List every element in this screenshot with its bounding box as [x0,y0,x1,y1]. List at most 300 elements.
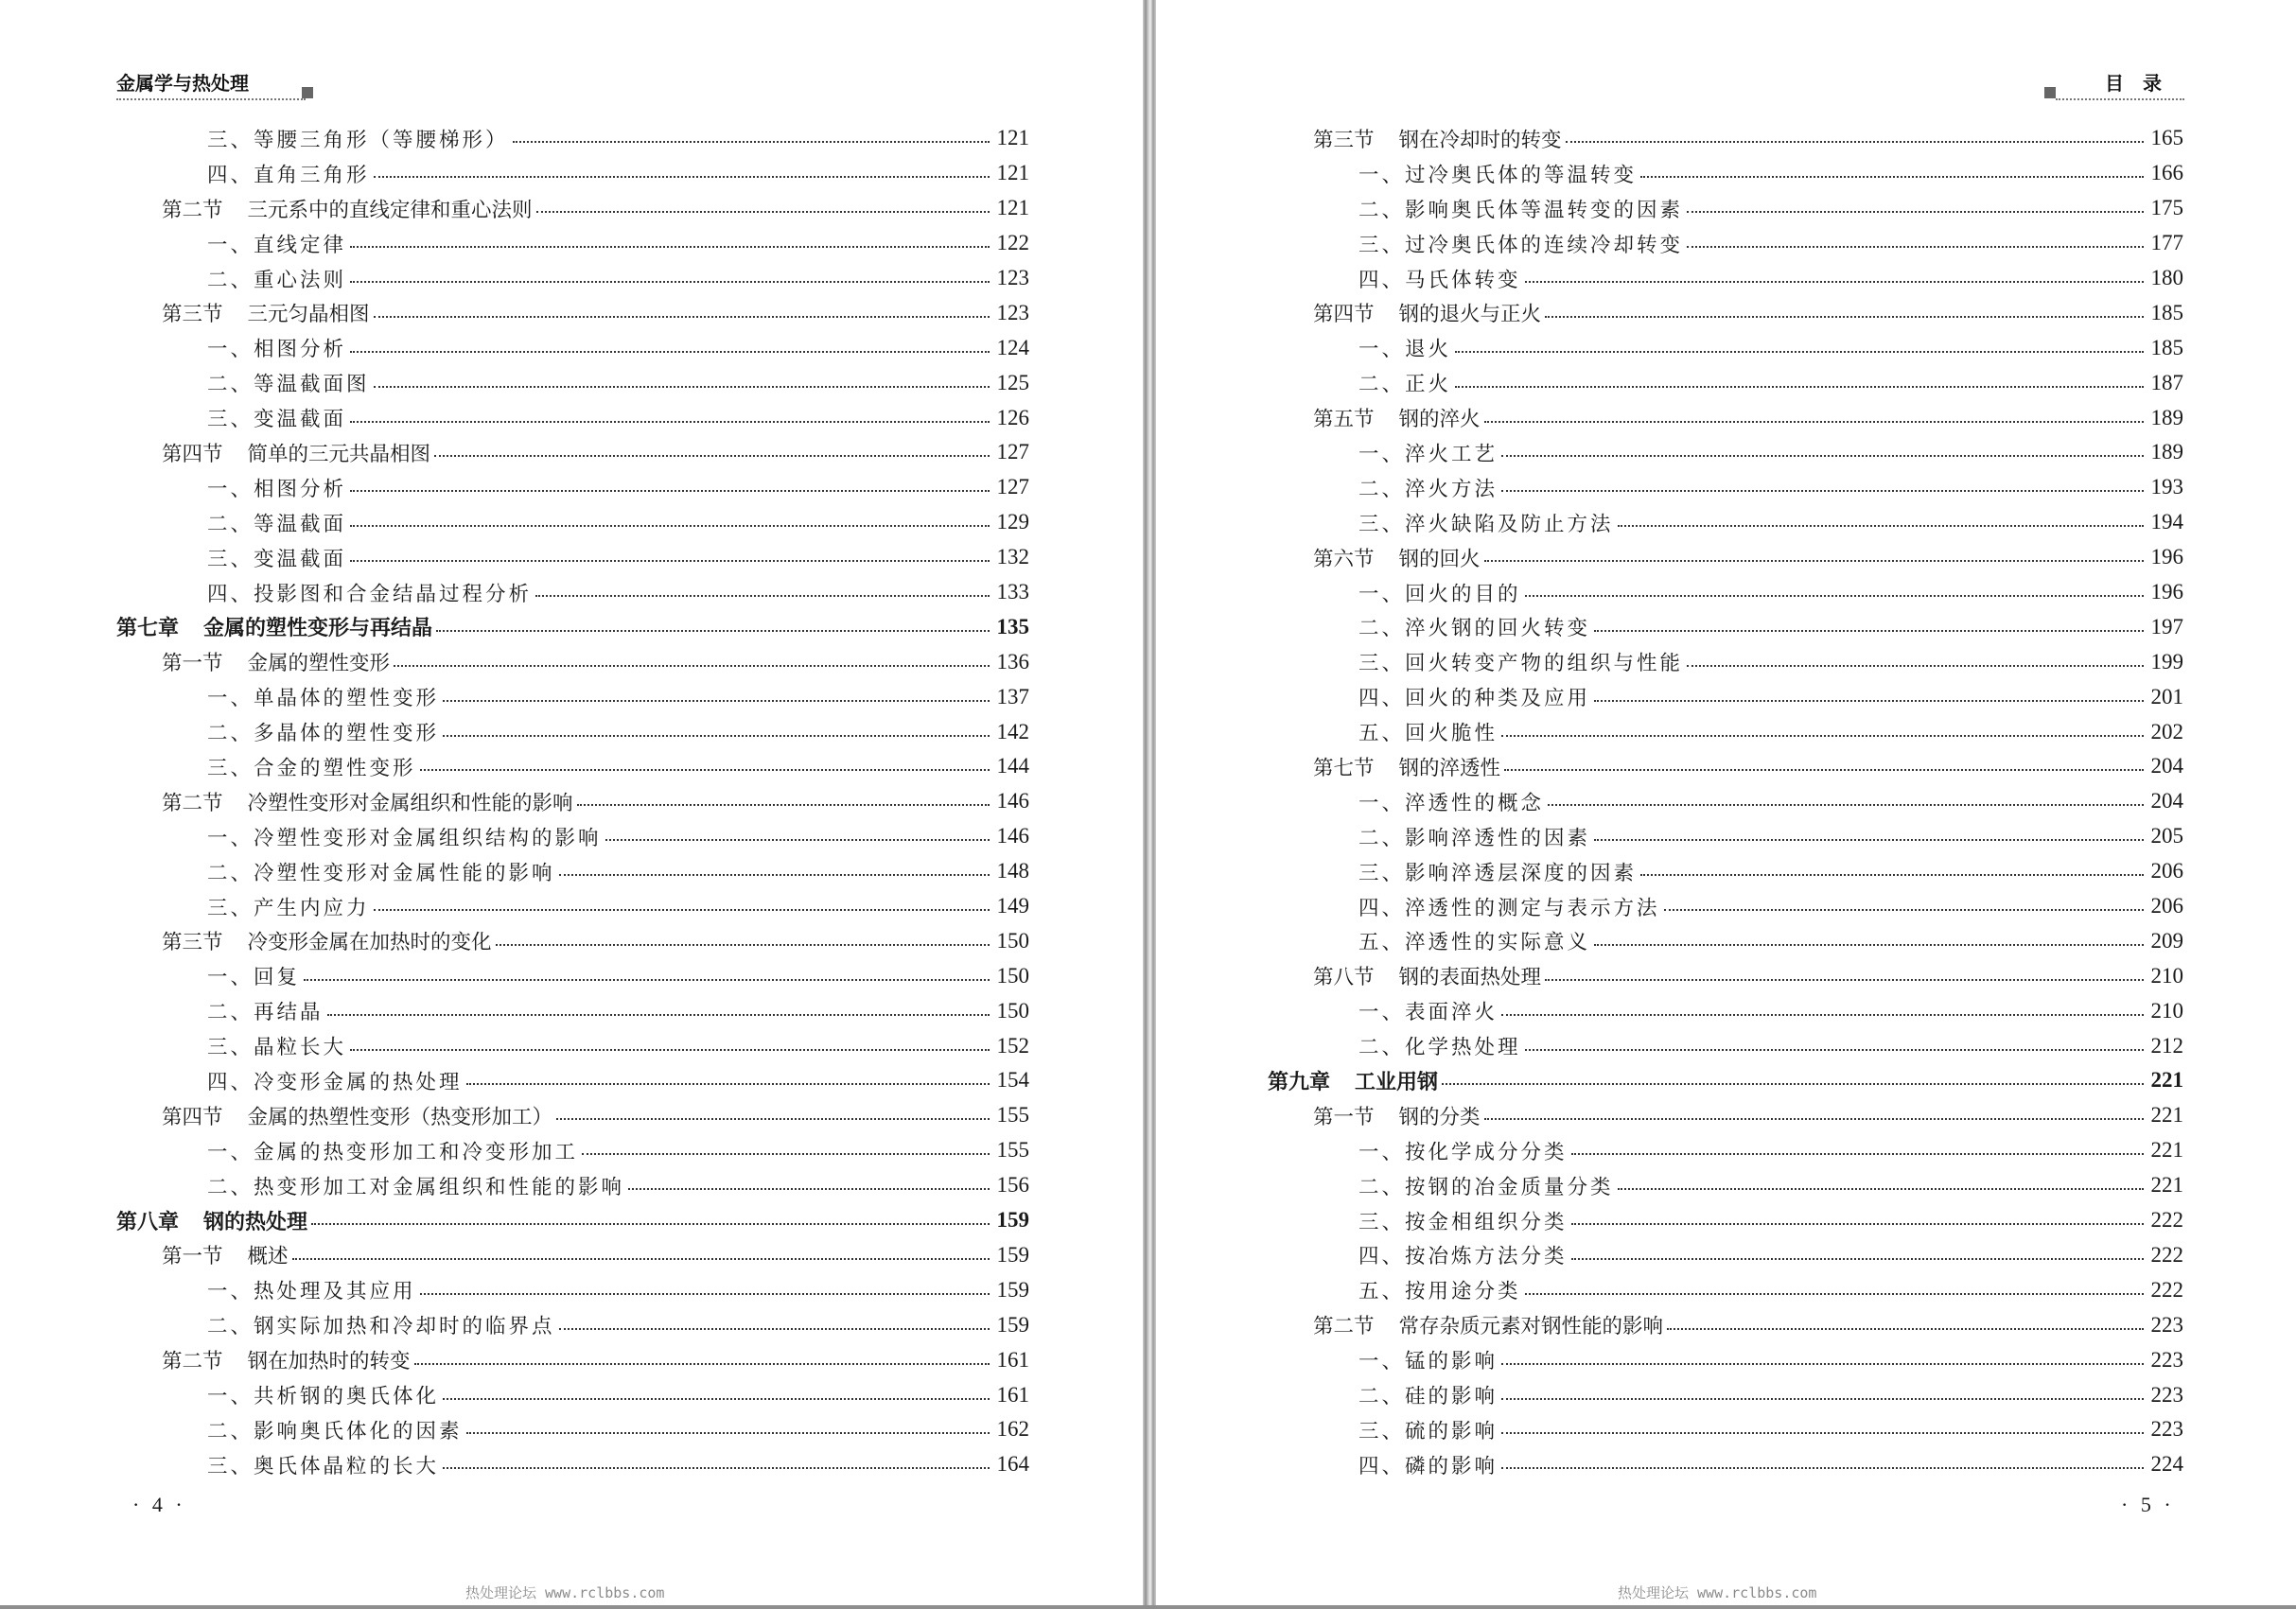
dot-leader [1640,874,2143,876]
dot-leader [1618,1188,2144,1190]
toc-chapter-entry [1268,1063,2183,1098]
entry-title: 钢在冷却时的转变 [1398,128,1562,152]
toc-subsection-entry [116,1028,1029,1063]
entry-title: 按用途分类 [1405,1280,1521,1304]
toc-subsection-entry [116,1307,1029,1342]
entry-title: 淬透性的测定与表示方法 [1405,896,1660,920]
toc-section-entry [116,1098,1029,1133]
dot-leader [1484,560,2144,562]
entry-page-number: 212 [2150,1033,2183,1058]
entry-title: 冷变形金属在加热时的变化 [247,931,492,955]
entry-page-number: 196 [2150,580,2183,604]
entry-title: 回火的种类及应用 [1405,687,1591,711]
toc-subsection-entry [1268,435,2183,470]
entry-page-number: 146 [996,824,1029,848]
dot-leader [559,1328,990,1330]
dot-leader [1484,421,2144,423]
entry-page-number: 205 [2150,824,2183,848]
toc-subsection-entry [116,470,1029,505]
dot-leader [311,1223,989,1225]
entry-page-number: 224 [2150,1452,2183,1477]
entry-page-number: 159 [996,1208,1029,1233]
entry-label: 二、 [207,373,254,397]
dot-leader [535,595,989,597]
dot-leader [605,839,990,841]
toc-section-entry [1268,400,2183,435]
dot-leader [443,1398,989,1400]
entry-page-number: 150 [996,928,1029,953]
entry-page-number: 204 [2150,789,2183,813]
entry-page-number: 155 [996,1138,1029,1163]
entry-page-number: 189 [2150,440,2183,464]
entry-label: 第九章 [1268,1070,1331,1094]
entry-title: 影响淬透性的因素 [1405,826,1591,850]
toc-section-entry [1268,1098,2183,1133]
entry-label: 三、 [1358,1210,1406,1234]
entry-page-number: 221 [2150,1138,2183,1163]
toc-subsection-entry [1268,191,2183,226]
entry-label: 三、 [1358,233,1406,257]
entry-label: 三、 [207,128,254,152]
entry-page-number: 123 [996,300,1029,324]
dot-leader [414,1363,990,1365]
entry-title: 金属的塑性变形 [247,652,391,676]
entry-title: 钢的分类 [1398,1105,1481,1129]
dot-leader [434,455,989,457]
entry-label: 三、 [1358,652,1406,676]
entry-label: 第三节 [162,931,223,955]
entry-label: 二、 [1358,617,1406,641]
entry-page-number: 135 [996,614,1029,638]
toc-section-entry [116,1238,1029,1273]
watermark-text: 热处理论坛 www.rclbbs.com [465,1584,665,1601]
entry-page-number: 221 [2150,1173,2183,1198]
dot-leader [1548,804,2143,806]
entry-title: 钢在加热时的转变 [247,1350,411,1374]
entry-page-number: 144 [996,754,1029,778]
entry-label: 四、 [207,163,254,187]
entry-page-number: 152 [996,1033,1029,1058]
entry-page-number: 136 [996,649,1029,673]
entry-label: 一、 [207,687,254,711]
toc-subsection-entry [116,365,1029,400]
entry-page-number: 164 [996,1452,1029,1477]
dot-leader [1545,979,2143,981]
entry-label: 四、 [1358,1454,1406,1478]
entry-page-number: 137 [996,684,1029,708]
entry-title: 等温截面图 [254,373,370,397]
dot-leader [513,141,990,143]
entry-page-number: 154 [996,1068,1029,1093]
entry-title: 影响奥氏体等温转变的因素 [1405,198,1684,222]
entry-label: 第四节 [162,442,223,466]
entry-title: 三元匀晶相图 [247,303,370,327]
dot-leader [374,909,990,911]
entry-title: 钢的退火与正火 [1398,303,1542,327]
entry-page-number: 155 [996,1103,1029,1128]
toc-subsection-entry [1268,1028,2183,1063]
toc-section-entry [1268,121,2183,156]
entry-label: 二、 [1358,373,1406,397]
entry-title: 磷的影响 [1405,1454,1499,1478]
toc-subsection-entry [1268,819,2183,854]
entry-title: 过冷奥氏体的连续冷却转变 [1405,233,1684,257]
entry-label: 第一节 [162,1245,223,1269]
table-of-contents [1268,121,2183,1482]
entry-title: 钢实际加热和冷却时的临界点 [254,1315,555,1339]
dot-leader [1501,490,2143,492]
dot-leader [350,490,989,492]
entry-title: 晶粒长大 [254,1036,347,1060]
toc-chapter-entry [116,609,1029,644]
dot-leader [1455,386,2143,388]
entry-page-number: 161 [996,1382,1029,1407]
entry-page-number: 127 [996,475,1029,499]
entry-label: 第八章 [116,1210,180,1234]
entry-page-number: 202 [2150,719,2183,743]
toc-subsection-entry [1268,609,2183,644]
entry-title: 再结晶 [254,1001,324,1025]
entry-label: 三、 [207,547,254,571]
entry-title: 正火 [1405,373,1452,397]
left-page [0,0,1147,1609]
dot-leader [1687,211,2143,213]
entry-title: 钢的淬透性 [1398,756,1501,780]
entry-label: 四、 [207,1070,254,1094]
toc-subsection-entry [116,1377,1029,1412]
entry-title: 淬透性的实际意义 [1405,931,1591,955]
entry-label: 一、 [1358,163,1406,187]
toc-subsection-entry [1268,156,2183,191]
dot-leader [1501,1467,2143,1469]
dot-leader [1525,281,2144,283]
entry-title: 冷变形金属的热处理 [254,1070,463,1094]
entry-page-number: 196 [2150,545,2183,569]
toc-subsection-entry [116,889,1029,924]
entry-title: 相图分析 [254,338,347,362]
toc-subsection-entry [1268,365,2183,400]
toc-subsection-entry [116,854,1029,889]
dot-leader [1504,769,2143,771]
table-of-contents [116,121,1029,1482]
toc-subsection-entry [116,1447,1029,1482]
entry-label: 一、 [1358,791,1406,815]
entry-title: 冷塑性变形对金属组织和性能的影响 [247,791,573,815]
entry-title: 影响淬透层深度的因素 [1405,861,1638,885]
toc-subsection-entry [1268,226,2183,261]
entry-title: 钢的热处理 [203,1210,308,1234]
entry-label: 第五节 [1313,408,1375,432]
toc-subsection-entry [1268,1272,2183,1307]
entry-page-number: 199 [2150,649,2183,673]
entry-title: 回火转变产物的组织与性能 [1405,652,1684,676]
entry-label: 第一节 [1313,1105,1375,1129]
entry-title: 共析钢的奥氏体化 [254,1385,440,1408]
entry-page-number: 197 [2150,614,2183,638]
dot-leader [350,1049,989,1051]
entry-label: 二、 [1358,1175,1406,1199]
entry-page-number: 122 [996,231,1029,255]
dot-leader [1667,1328,2143,1330]
entry-title: 退火 [1405,338,1452,362]
dot-leader [374,386,990,388]
entry-title: 淬火钢的回火转变 [1405,617,1591,641]
toc-subsection-entry [1268,714,2183,749]
entry-label: 三、 [207,756,254,780]
toc-section-entry [1268,540,2183,575]
toc-subsection-entry [1268,575,2183,610]
entry-page-number: 222 [2150,1242,2183,1267]
entry-title: 热变形加工对金属组织和性能的影响 [254,1175,625,1199]
entry-page-number: 189 [2150,405,2183,429]
dot-leader [1566,141,2144,143]
entry-label: 二、 [207,1315,254,1339]
entry-title: 金属的热塑性变形（热变形加工） [247,1105,553,1129]
entry-label: 第六节 [1313,547,1375,571]
entry-label: 一、 [1358,1350,1406,1374]
right-page [1156,0,2296,1609]
toc-subsection-entry [1268,1342,2183,1377]
entry-page-number: 221 [2150,1103,2183,1128]
dot-leader [374,176,990,178]
entry-title: 钢的回火 [1398,547,1481,571]
book-spine [1143,0,1156,1609]
entry-title: 回火的目的 [1405,582,1521,606]
entry-page-number: 150 [996,963,1029,988]
toc-subsection-entry [116,121,1029,156]
entry-label: 第二节 [162,1350,223,1374]
dot-leader [350,281,989,283]
entry-page-number: 121 [996,196,1029,220]
entry-label: 二、 [207,1001,254,1025]
entry-title: 单晶体的塑性变形 [254,687,440,711]
entry-page-number: 187 [2150,370,2183,394]
entry-page-number: 166 [2150,161,2183,185]
entry-page-number: 223 [2150,1417,2183,1442]
entry-title: 合金的塑性变形 [254,756,416,780]
entry-title: 化学热处理 [1405,1036,1521,1060]
dot-leader [436,630,989,632]
toc-section-entry [1268,295,2183,330]
entry-label: 四、 [1358,1245,1406,1269]
entry-label: 二、 [207,861,254,885]
toc-subsection-entry [116,1272,1029,1307]
entry-label: 三、 [1358,1419,1406,1443]
entry-label: 五、 [1358,1280,1406,1304]
entry-label: 一、 [207,966,254,990]
entry-title: 变温截面 [254,408,347,432]
entry-page-number: 222 [2150,1277,2183,1302]
entry-label: 第一节 [162,652,223,676]
toc-subsection-entry [116,400,1029,435]
entry-label: 一、 [207,826,254,850]
entry-page-number: 180 [2150,266,2183,289]
entry-label: 二、 [207,1419,254,1443]
entry-page-number: 204 [2150,754,2183,778]
entry-page-number: 159 [996,1312,1029,1337]
entry-page-number: 156 [996,1173,1029,1198]
dot-leader [1501,735,2143,737]
toc-subsection-entry [116,679,1029,714]
dot-leader [443,700,989,702]
entry-page-number: 132 [996,545,1029,569]
dot-leader [1571,1258,2144,1260]
entry-label: 第三节 [1313,128,1375,152]
toc-section-entry [116,784,1029,819]
dot-leader [350,246,989,248]
toc-subsection-entry [1268,889,2183,924]
entry-title: 金属的热变形加工和冷变形加工 [254,1140,579,1164]
entry-page-number: 201 [2150,684,2183,708]
entry-page-number: 185 [2150,300,2183,324]
toc-subsection-entry [116,993,1029,1028]
dot-leader [496,944,990,946]
entry-label: 三、 [1358,512,1406,536]
dot-leader [1455,351,2143,353]
entry-title: 影响奥氏体化的因素 [254,1419,463,1443]
entry-title: 投影图和合金结晶过程分析 [254,582,533,606]
dot-leader [628,1188,989,1190]
dot-leader [350,560,989,562]
entry-title: 奥氏体晶粒的长大 [254,1454,440,1478]
dot-leader [350,351,989,353]
entry-label: 一、 [207,1280,254,1304]
dot-leader [443,735,989,737]
dot-leader [420,1293,990,1295]
entry-page-number: 146 [996,789,1029,813]
entry-title: 工业用钢 [1355,1070,1439,1094]
entry-label: 第二节 [1313,1315,1375,1339]
toc-section-entry [1268,1307,2183,1342]
toc-subsection-entry [1268,330,2183,365]
entry-title: 钢的淬火 [1398,408,1481,432]
entry-label: 第三节 [162,303,223,327]
header-rule [2056,98,2184,100]
toc-subsection-entry [116,226,1029,261]
entry-page-number: 222 [2150,1208,2183,1233]
dot-leader [1640,176,2143,178]
toc-subsection-entry [116,330,1029,365]
entry-page-number: 165 [2150,126,2183,150]
running-header-title: 目 录 [2105,72,2162,95]
toc-subsection-entry [1268,1412,2183,1447]
dot-leader [1525,1049,2144,1051]
entry-title: 等腰三角形（等腰梯形） [254,128,509,152]
entry-label: 第四节 [1313,303,1375,327]
entry-label: 四、 [1358,896,1406,920]
entry-title: 热处理及其应用 [254,1280,416,1304]
toc-subsection-entry [1268,261,2183,296]
dot-leader [556,1118,989,1120]
entry-page-number: 127 [996,440,1029,464]
toc-section-entry [116,295,1029,330]
entry-title: 简单的三元共晶相图 [247,442,431,466]
toc-subsection-entry [116,1133,1029,1168]
toc-section-entry [116,191,1029,226]
entry-label: 三、 [207,896,254,920]
running-header-title: 金属学与热处理 [116,72,249,95]
entry-title: 产生内应力 [254,896,370,920]
entry-title: 硅的影响 [1405,1385,1499,1408]
entry-label: 第四节 [162,1105,223,1129]
entry-label: 二、 [207,268,254,292]
toc-subsection-entry [116,1168,1029,1203]
toc-section-entry [116,435,1029,470]
toc-subsection-entry [116,575,1029,610]
entry-page-number: 177 [2150,231,2183,255]
dot-leader [1442,1083,2143,1085]
entry-page-number: 159 [996,1277,1029,1302]
toc-section-entry [1268,958,2183,993]
entry-label: 第二节 [162,198,223,222]
dot-leader [1687,246,2143,248]
entry-label: 三、 [1358,861,1406,885]
entry-page-number: 161 [996,1347,1029,1372]
dot-leader [582,1153,989,1155]
toc-subsection-entry [116,1412,1029,1447]
entry-title: 直角三角形 [254,163,370,187]
entry-label: 一、 [1358,338,1406,362]
dot-leader [1594,630,2143,632]
entry-page-number: 121 [996,126,1029,150]
dot-leader [1594,839,2143,841]
entry-label: 一、 [207,1140,254,1164]
entry-page-number: 210 [2150,998,2183,1023]
toc-subsection-entry [1268,1133,2183,1168]
toc-subsection-entry [116,714,1029,749]
toc-subsection-entry [1268,1377,2183,1412]
toc-subsection-entry [116,749,1029,784]
entry-label: 一、 [1358,1001,1406,1025]
entry-title: 冷塑性变形对金属性能的影响 [254,861,555,885]
toc-subsection-entry [1268,993,2183,1028]
toc-subsection-entry [1268,679,2183,714]
entry-title: 按钢的冶金质量分类 [1405,1175,1614,1199]
header-square-mark [2044,87,2056,98]
header-square-mark [302,87,313,98]
toc-subsection-entry [116,540,1029,575]
dot-leader [1501,1014,2143,1016]
dot-leader [350,421,989,423]
entry-title: 概述 [247,1245,289,1269]
entry-page-number: 223 [2150,1382,2183,1407]
dot-leader [1501,1398,2143,1400]
toc-subsection-entry [1268,470,2183,505]
toc-subsection-entry [1268,1238,2183,1273]
entry-page-number: 129 [996,510,1029,534]
entry-title: 按冶炼方法分类 [1405,1245,1568,1269]
entry-label: 一、 [207,1385,254,1408]
dot-leader [466,1432,990,1434]
dot-leader [466,1083,990,1085]
entry-page-number: 125 [996,370,1029,394]
dot-leader [394,665,989,667]
entry-title: 变温截面 [254,547,347,571]
entry-label: 三、 [207,1036,254,1060]
dot-leader [1484,1118,2144,1120]
dot-leader [350,525,989,527]
entry-title: 按金相组织分类 [1405,1210,1568,1234]
dot-leader [1618,525,2144,527]
entry-page-number: 133 [996,580,1029,604]
entry-title: 马氏体转变 [1405,268,1521,292]
entry-page-number: 124 [996,335,1029,359]
entry-title: 重心法则 [254,268,347,292]
entry-label: 四、 [1358,687,1406,711]
bottom-edge [0,1605,2296,1609]
entry-label: 四、 [207,582,254,606]
toc-subsection-entry [116,1063,1029,1098]
